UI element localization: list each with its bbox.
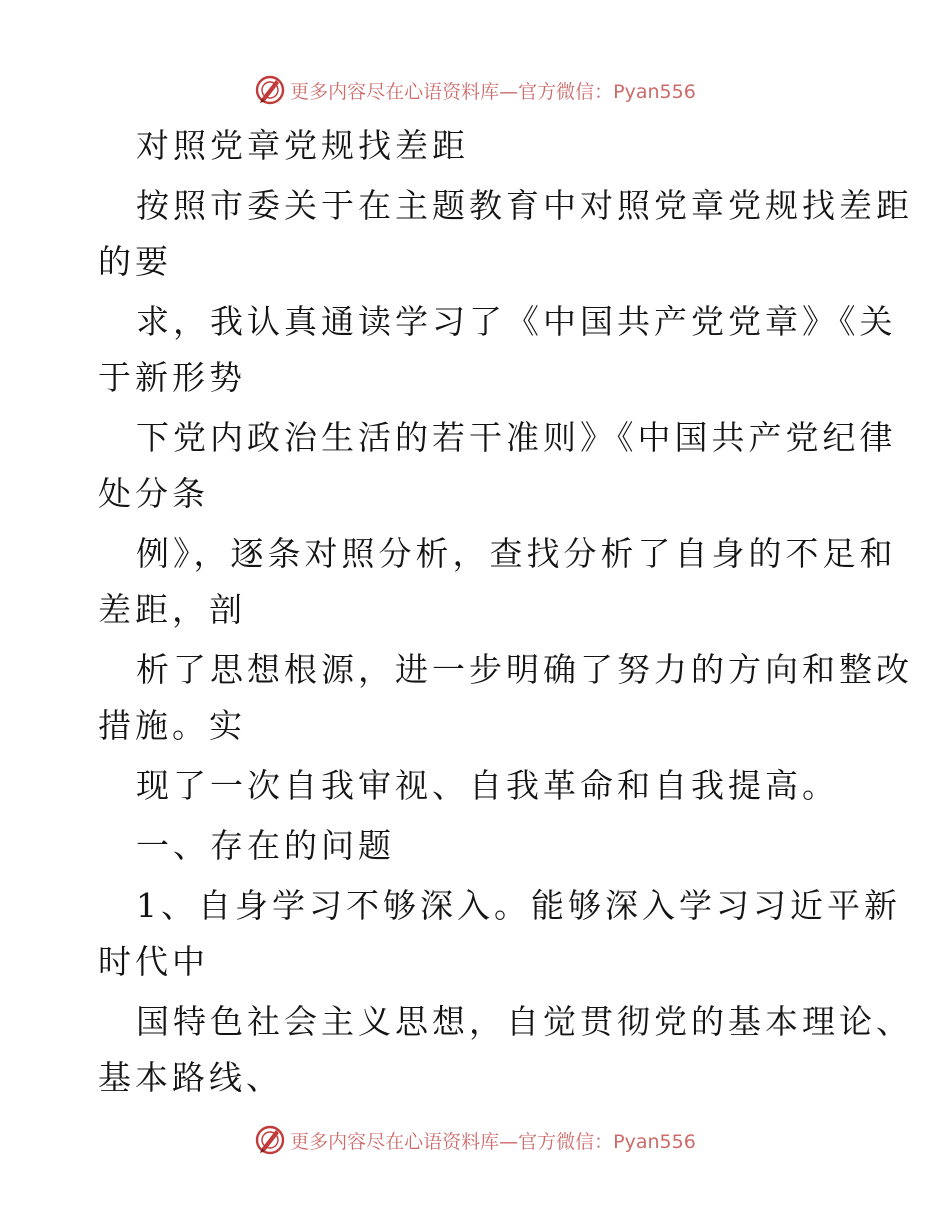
paragraph-line: 的要 (98, 242, 172, 281)
paragraph-line: 按照市委关于在主题教育中对照党章党规找差距 (136, 186, 913, 225)
paragraph-line: 国特色社会主义思想，自觉贯彻党的基本理论、 (136, 1002, 913, 1041)
paragraph-line: 析了思想根源，进一步明确了努力的方向和整改 (136, 650, 913, 689)
paragraph-line: 措施。实 (98, 706, 246, 745)
paragraph-line: 处分条 (98, 474, 209, 513)
watermark-text: 更多内容尽在心语资料库—官方微信：Pyan556 (290, 1130, 696, 1153)
pen-seal-icon (254, 1124, 286, 1156)
header-watermark (0, 70, 950, 110)
paragraph-line: 差距，剖 (98, 590, 246, 629)
paragraph-line: 求，我认真通读学习了《中国共产党党章》《关 (136, 302, 897, 341)
paragraph-line: 于新形势 (98, 358, 246, 397)
doc-title: 对照党章党规找差距 (136, 126, 469, 165)
paragraph-line: 1、自身学习不够深入。能够深入学习习近平新 (136, 886, 901, 925)
paragraph-line: 例》，逐条对照分析，查找分析了自身的不足和 (136, 534, 897, 573)
footer-watermark (0, 1120, 950, 1160)
paragraph-line: 基本路线、 (98, 1058, 283, 1097)
section-heading: 一、存在的问题 (136, 826, 395, 865)
paragraph-line: 下党内政治生活的若干准则》《中国共产党纪律 (136, 418, 897, 457)
watermark-text: 更多内容尽在心语资料库—官方微信：Pyan556 (290, 80, 696, 103)
paragraph-line: 现了一次自我审视、自我革命和自我提高。 (136, 766, 839, 805)
pen-seal-icon (254, 74, 286, 106)
paragraph-line: 时代中 (98, 942, 209, 981)
